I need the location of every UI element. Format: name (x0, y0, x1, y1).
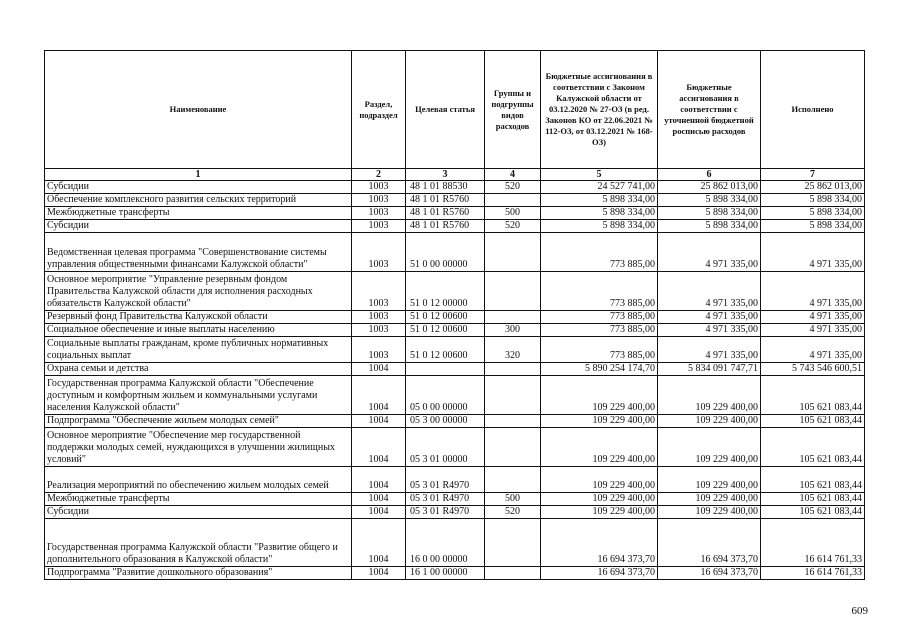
row-name: Реализация мероприятий по обеспечению жильем молодых семей (45, 467, 352, 493)
row-refined: 109 229 400,00 (658, 376, 761, 415)
column-number-row (45, 169, 865, 181)
row-target: 05 0 00 00000 (406, 376, 485, 415)
row-refined: 4 971 335,00 (658, 324, 761, 337)
row-name: Подпрограмма "Развитие дошкольного образования" (45, 567, 352, 580)
table-row (45, 194, 865, 207)
row-group (485, 233, 541, 272)
row-refined: 5 834 091 747,71 (658, 363, 761, 376)
header-name: Наименование (45, 51, 352, 169)
table-header-row (45, 51, 865, 169)
row-refined: 4 971 335,00 (658, 233, 761, 272)
row-group: 500 (485, 493, 541, 506)
row-name: Основное мероприятие "Обеспечение мер государственной поддержки молодых семей, нуждающихся в улучшении жилищных условий" (45, 428, 352, 467)
row-section: 1004 (352, 376, 406, 415)
row-refined: 4 971 335,00 (658, 272, 761, 311)
row-executed: 5 898 334,00 (761, 194, 865, 207)
row-refined: 25 862 013,00 (658, 181, 761, 194)
row-approved: 109 229 400,00 (541, 376, 658, 415)
row-name: Межбюджетные трансферты (45, 493, 352, 506)
header-refined: Бюджетные ассигнования в соответствии с уточненной бюджетной росписью расходов (658, 51, 761, 169)
row-refined: 5 898 334,00 (658, 220, 761, 233)
row-executed: 5 898 334,00 (761, 220, 865, 233)
row-section: 1003 (352, 194, 406, 207)
row-section: 1004 (352, 567, 406, 580)
header-section: Раздел, подраздел (352, 51, 406, 169)
row-approved: 5 890 254 174,70 (541, 363, 658, 376)
row-group: 520 (485, 220, 541, 233)
header-target: Целевая статья (406, 51, 485, 169)
row-name: Резервный фонд Правительства Калужской области (45, 311, 352, 324)
header-group: Группы и подгруппы видов расходов (485, 51, 541, 169)
row-refined: 16 694 373,70 (658, 567, 761, 580)
table-row (45, 467, 865, 493)
row-section: 1004 (352, 428, 406, 467)
row-section: 1003 (352, 181, 406, 194)
row-target: 51 0 12 00600 (406, 311, 485, 324)
row-target: 48 1 01 R5760 (406, 220, 485, 233)
row-name: Межбюджетные трансферты (45, 207, 352, 220)
row-approved: 773 885,00 (541, 272, 658, 311)
row-name: Социальное обеспечение и иные выплаты населению (45, 324, 352, 337)
row-executed: 4 971 335,00 (761, 311, 865, 324)
column-number: 2 (352, 169, 406, 181)
row-target: 48 1 01 88530 (406, 181, 485, 194)
page-number: 609 (851, 605, 868, 617)
row-refined: 109 229 400,00 (658, 428, 761, 467)
table-row (45, 272, 865, 311)
row-target: 48 1 01 R5760 (406, 207, 485, 220)
row-target: 05 3 01 R4970 (406, 506, 485, 519)
table-row (45, 363, 865, 376)
row-refined: 4 971 335,00 (658, 311, 761, 324)
table-row (45, 567, 865, 580)
column-number: 3 (406, 169, 485, 181)
row-approved: 109 229 400,00 (541, 493, 658, 506)
row-name: Социальные выплаты гражданам, кроме публичных нормативных социальных выплат (45, 337, 352, 363)
row-executed: 16 614 761,33 (761, 567, 865, 580)
row-target: 48 1 01 R5760 (406, 194, 485, 207)
row-approved: 109 229 400,00 (541, 467, 658, 493)
row-name: Субсидии (45, 181, 352, 194)
table-row (45, 181, 865, 194)
table-row (45, 519, 865, 567)
row-target: 51 0 00 00000 (406, 233, 485, 272)
header-executed: Исполнено (761, 51, 865, 169)
row-refined: 109 229 400,00 (658, 493, 761, 506)
row-executed: 25 862 013,00 (761, 181, 865, 194)
table-row (45, 337, 865, 363)
row-executed: 4 971 335,00 (761, 233, 865, 272)
row-group (485, 519, 541, 567)
row-section: 1003 (352, 272, 406, 311)
row-group (485, 272, 541, 311)
column-number: 1 (45, 169, 352, 181)
row-name: Охрана семьи и детства (45, 363, 352, 376)
row-section: 1003 (352, 311, 406, 324)
row-refined: 16 694 373,70 (658, 519, 761, 567)
table-row (45, 415, 865, 428)
row-approved: 5 898 334,00 (541, 194, 658, 207)
table-row (45, 324, 865, 337)
row-name: Государственная программа Калужской области "Развитие общего и дополнительного образования в Калужской области" (45, 519, 352, 567)
row-approved: 109 229 400,00 (541, 506, 658, 519)
row-target: 51 0 12 00600 (406, 337, 485, 363)
row-group (485, 467, 541, 493)
table-row (45, 311, 865, 324)
column-number: 7 (761, 169, 865, 181)
row-approved: 16 694 373,70 (541, 519, 658, 567)
row-section: 1004 (352, 506, 406, 519)
row-executed: 105 621 083,44 (761, 415, 865, 428)
row-executed: 5 898 334,00 (761, 207, 865, 220)
row-section: 1003 (352, 207, 406, 220)
row-group: 320 (485, 337, 541, 363)
row-group (485, 428, 541, 467)
row-target: 05 3 00 00000 (406, 415, 485, 428)
row-name: Субсидии (45, 506, 352, 519)
row-group: 500 (485, 207, 541, 220)
table-row (45, 376, 865, 415)
row-target: 51 0 12 00600 (406, 324, 485, 337)
row-target (406, 363, 485, 376)
row-executed: 105 621 083,44 (761, 428, 865, 467)
row-section: 1004 (352, 519, 406, 567)
row-executed: 4 971 335,00 (761, 272, 865, 311)
row-group: 520 (485, 181, 541, 194)
row-approved: 773 885,00 (541, 337, 658, 363)
row-target: 05 3 01 00000 (406, 428, 485, 467)
row-approved: 773 885,00 (541, 324, 658, 337)
row-section: 1004 (352, 493, 406, 506)
row-approved: 5 898 334,00 (541, 220, 658, 233)
row-refined: 109 229 400,00 (658, 467, 761, 493)
row-executed: 105 621 083,44 (761, 376, 865, 415)
row-approved: 109 229 400,00 (541, 415, 658, 428)
row-refined: 5 898 334,00 (658, 207, 761, 220)
budget-table (44, 50, 865, 580)
column-number: 6 (658, 169, 761, 181)
header-approved: Бюджетные ассигнования в соответствии с Законом Калужской области от 03.12.2020 № 27-ОЗ (в ред. Законов КО от 22.06.2021 № 112-ОЗ, от 03.12.2021 № 168-ОЗ) (541, 51, 658, 169)
row-executed: 4 971 335,00 (761, 337, 865, 363)
table-row (45, 233, 865, 272)
row-approved: 16 694 373,70 (541, 567, 658, 580)
row-executed: 105 621 083,44 (761, 467, 865, 493)
row-name: Обеспечение комплексного развития сельских территорий (45, 194, 352, 207)
table-row (45, 428, 865, 467)
row-refined: 109 229 400,00 (658, 506, 761, 519)
row-executed: 4 971 335,00 (761, 324, 865, 337)
row-target: 16 0 00 00000 (406, 519, 485, 567)
row-group (485, 415, 541, 428)
row-section: 1004 (352, 467, 406, 493)
row-section: 1003 (352, 220, 406, 233)
row-name: Подпрограмма "Обеспечение жильем молодых семей" (45, 415, 352, 428)
row-name: Субсидии (45, 220, 352, 233)
row-approved: 5 898 334,00 (541, 207, 658, 220)
row-group (485, 376, 541, 415)
row-executed: 16 614 761,33 (761, 519, 865, 567)
row-group (485, 567, 541, 580)
row-approved: 109 229 400,00 (541, 428, 658, 467)
row-section: 1003 (352, 337, 406, 363)
row-target: 05 3 01 R4970 (406, 467, 485, 493)
row-section: 1003 (352, 324, 406, 337)
row-target: 05 3 01 R4970 (406, 493, 485, 506)
row-name: Основное мероприятие "Управление резервным фондом Правительства Калужской области для исполнения расходных обязательств Калужской области" (45, 272, 352, 311)
row-target: 51 0 12 00000 (406, 272, 485, 311)
row-name: Государственная программа Калужской области "Обеспечение доступным и комфортным жильем и коммунальными услугами населения Калужской области" (45, 376, 352, 415)
row-executed: 105 621 083,44 (761, 493, 865, 506)
row-section: 1003 (352, 233, 406, 272)
row-refined: 109 229 400,00 (658, 415, 761, 428)
row-executed: 5 743 546 600,51 (761, 363, 865, 376)
row-executed: 105 621 083,44 (761, 506, 865, 519)
row-group: 300 (485, 324, 541, 337)
row-group (485, 311, 541, 324)
row-approved: 24 527 741,00 (541, 181, 658, 194)
table-row (45, 493, 865, 506)
budget-table-sheet (44, 50, 865, 580)
row-refined: 4 971 335,00 (658, 337, 761, 363)
row-target: 16 1 00 00000 (406, 567, 485, 580)
row-section: 1004 (352, 363, 406, 376)
row-approved: 773 885,00 (541, 233, 658, 272)
row-refined: 5 898 334,00 (658, 194, 761, 207)
table-row (45, 506, 865, 519)
row-name: Ведомственная целевая программа "Совершенствование системы управления общественными финансами Калужской области" (45, 233, 352, 272)
table-row (45, 207, 865, 220)
row-approved: 773 885,00 (541, 311, 658, 324)
column-number: 5 (541, 169, 658, 181)
column-number: 4 (485, 169, 541, 181)
row-group (485, 363, 541, 376)
table-row (45, 220, 865, 233)
row-group (485, 194, 541, 207)
row-group: 520 (485, 506, 541, 519)
row-section: 1004 (352, 415, 406, 428)
